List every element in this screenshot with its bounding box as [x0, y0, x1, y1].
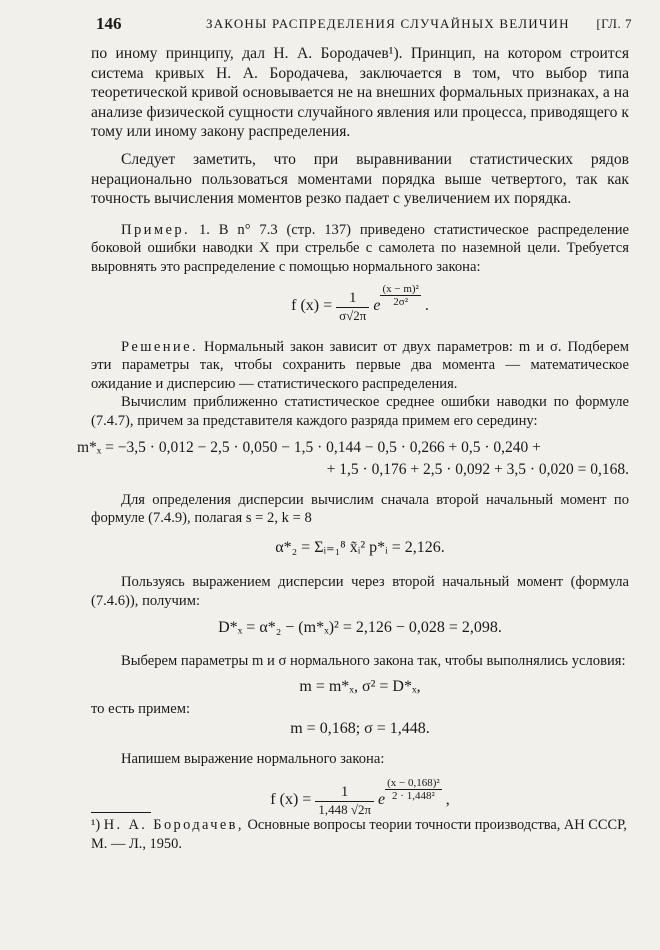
- page-header: [96, 14, 632, 38]
- write-paragraph: Напишем выражение нормального закона:: [121, 751, 385, 768]
- alpha2-formula: α*₂ = Σᵢ₌₁⁸ x̃ᵢ² p*ᵢ = 2,126.: [275, 538, 445, 556]
- dispersion-paragraph: Для определения дисперсии вычислим сначала второй начальный момент по формуле (7.4.9), полагая s = 2, k = 8: [91, 491, 629, 527]
- solution-text: Нормальный закон зависит от двух параметров: m и σ. Подберем эти параметры так, чтобы сохранить первые два момента — математическое ожидание и дисперсию — статистического распределения.: [91, 338, 629, 392]
- example-text: 1. В n° 7.3 (стр. 137) приведено статистическое распределение боковой ошибки наводки X при стрельбе с самолета по наземной цели. Требуется выровнять это распределение с помощью нормального закона:: [91, 221, 629, 275]
- running-title: ЗАКОНЫ РАСПРЕДЕЛЕНИЯ СЛУЧАЙНЫХ ВЕЛИЧИН: [206, 16, 570, 31]
- formula-exp-base: e: [378, 791, 386, 809]
- formula-fraction: [336, 289, 369, 324]
- fraction-denominator: 1,448 √2π: [318, 802, 372, 818]
- solution-paragraph: [91, 338, 629, 394]
- choose-paragraph: Выберем параметры m и σ нормального закона так, чтобы выполнялись условия:: [121, 653, 626, 670]
- formula-lhs: f (x) =: [270, 791, 312, 809]
- example-paragraph: [91, 221, 629, 277]
- example-label: Пример.: [121, 221, 191, 238]
- final-normal-law-formula: f (x) = $\frac{1}{1,448 √2\pi}$ e $\frac{\text{(x − 0,168)²}}{\text{2 · 1,448²}}$ ,: [270, 777, 450, 818]
- exponent-denominator: 2 · 1,448²: [392, 790, 435, 803]
- exponent-numerator: (x − m)²: [382, 282, 419, 295]
- exponent-denominator: 2σ²: [393, 295, 409, 308]
- dispersion-formula: D*ₓ = α*₂ − (m*ₓ)² = 2,126 − 0,028 = 2,098.: [218, 619, 502, 637]
- normal-law-formula: f (x) = $\frac{1}{\sigma√2\pi}$ e $\frac{\text{(x − m)²}}{\text{2σ²}}$ .: [291, 282, 429, 323]
- chapter-label: [ГЛ. 7: [596, 16, 632, 31]
- mean-paragraph: Вычислим приближенно статистическое среднее ошибки наводки по формуле (7.4.7), причем за представителя каждого разряда примем его середину:: [91, 394, 629, 429]
- thatis-paragraph: то есть примем:: [91, 701, 191, 718]
- params-formula: m = 0,168; σ = 1,448.: [290, 719, 430, 737]
- formula-lhs: f (x) =: [291, 296, 333, 314]
- paragraph-continuation: по иному принципу, дал Н. А. Бородачев¹). Принцип, на котором строится система кривых Н. А. Бородачева, заключается в том, что выбор типа теоретической кривой основывается не на внешних формальных признаках, а на анализе физической сущности случайного явления или процесса, приводящего к тому или иному закону распределения.: [91, 45, 629, 141]
- footnote-divider: [91, 812, 151, 813]
- footnote-text: Основные вопросы теории точности производства, АН СССР, М. — Л., 1950.: [91, 817, 627, 852]
- formula-exponent: [380, 283, 420, 308]
- page-body: [77, 44, 629, 826]
- formula-exp-base: e: [373, 296, 381, 314]
- fraction-denominator: σ√2π: [339, 307, 367, 323]
- conditions-formula: m = m*ₓ, σ² = D*ₓ,: [299, 677, 421, 695]
- mean-formula-line-2: + 1,5 · 0,176 + 2,5 · 0,092 + 3,5 · 0,020 = 0,168.: [326, 460, 629, 478]
- paragraph-note: Следует заметить, что при выравнивании статистических рядов нерационально пользоваться моментами порядка выше четвертого, так как точность вычисления моментов резко падает с увеличением их порядка.: [91, 150, 629, 208]
- footnote-author: Н. А. Бородачев,: [103, 817, 244, 833]
- footnote: [91, 816, 631, 854]
- formula-fraction: [315, 783, 374, 818]
- page-number: 146: [96, 14, 122, 33]
- exponent-numerator: (x − 0,168)²: [387, 777, 440, 790]
- formula-exponent: [385, 777, 442, 802]
- fraction-numerator: 1: [315, 783, 374, 802]
- footnote-marker: ¹): [91, 817, 101, 833]
- mean-formula-line-1: m*ₓ = −3,5 · 0,012 − 2,5 · 0,050 − 1,5 · 0,144 − 0,5 · 0,266 + 0,5 · 0,240 +: [77, 438, 541, 456]
- fraction-numerator: 1: [336, 289, 369, 308]
- solution-label: Решение.: [121, 338, 199, 355]
- using-paragraph: Пользуясь выражением дисперсии через второй начальный момент (формула (7.4.6)), получим:: [91, 574, 629, 609]
